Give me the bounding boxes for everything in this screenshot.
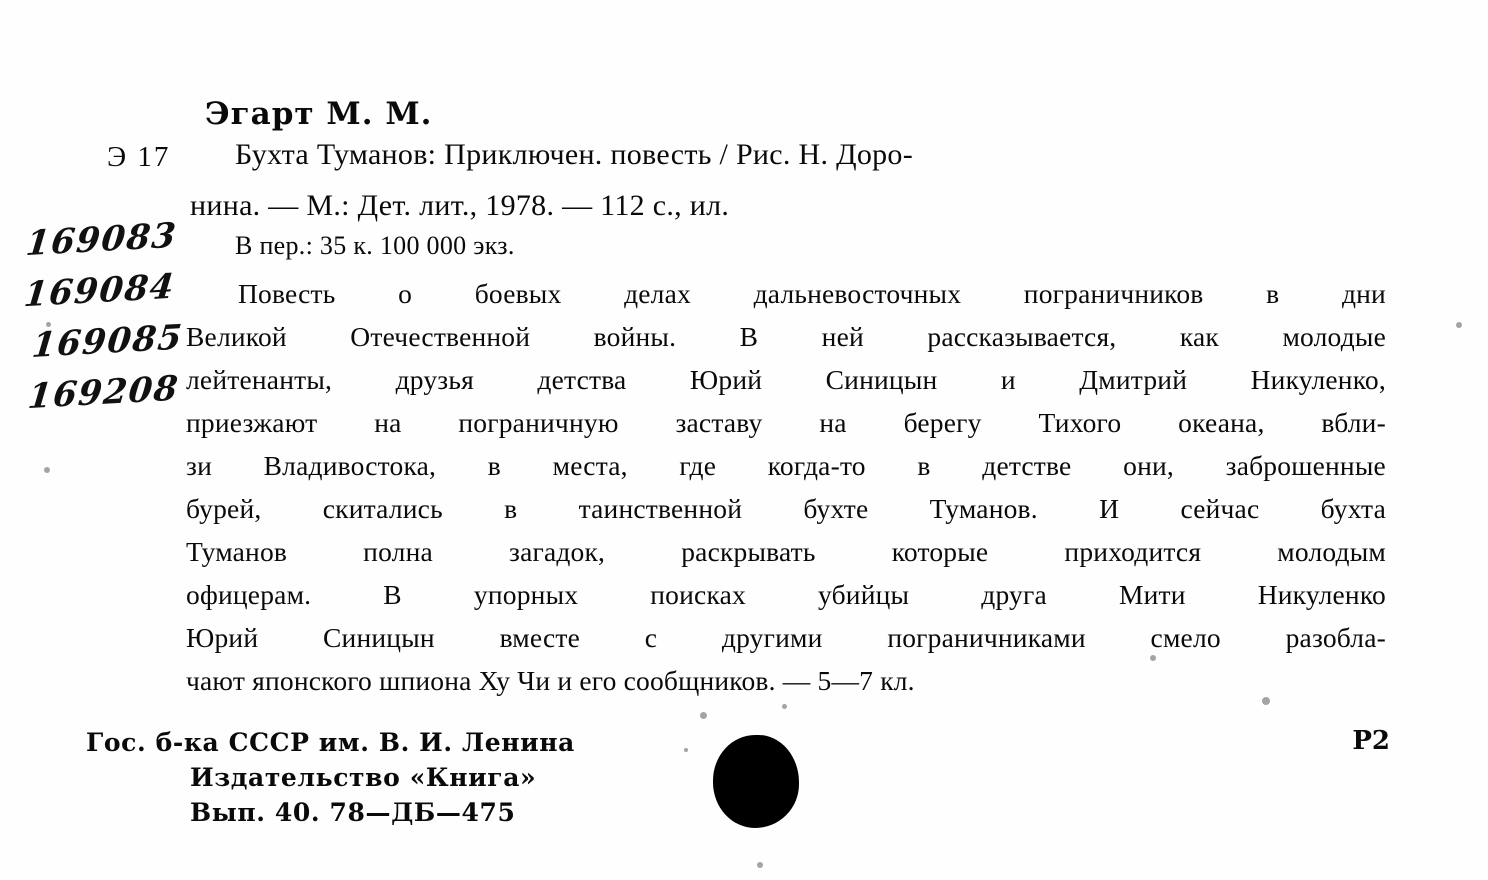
- footer-line-publisher: Издательство «Книга»: [190, 763, 537, 792]
- paper-speck: [700, 712, 707, 719]
- paper-speck: [44, 467, 50, 473]
- annotation-line: приезжают на пограничную заставу на берегу Тихого океана, вбли-: [186, 407, 1386, 438]
- title-line-1: Бухта Туманов: Приключен. повесть / Рис. Н. Доро-: [235, 138, 914, 171]
- paper-speck: [782, 704, 787, 709]
- author-heading: Эгарт М. М.: [205, 96, 433, 132]
- annotation-line: Юрий Синицын вместе с другими пограничниками смело разобла-: [186, 622, 1386, 653]
- paper-speck: [757, 862, 763, 868]
- inventory-number: 169083: [24, 215, 179, 265]
- annotation-line: бурей, скитались в таинственной бухте Туманов. И сейчас бухта: [186, 493, 1386, 524]
- inventory-number: 169208: [26, 368, 181, 418]
- shelfmark: Э 17: [107, 141, 171, 173]
- footer-line-issue: Вып. 40. 78—ДБ—475: [190, 798, 516, 827]
- inventory-numbers: [22, 215, 207, 426]
- footer-line-library: Гос. б-ка СССР им. В. И. Ленина: [86, 728, 575, 757]
- classification-mark: Р2: [1352, 726, 1390, 756]
- paper-speck: [1456, 322, 1462, 328]
- annotation-line: Повесть о боевых делах дальневосточных пограничников в дни: [238, 278, 1386, 309]
- annotation-line: зи Владивостока, в места, где когда-то в детстве они, заброшенные: [186, 450, 1386, 481]
- price-and-print-run: В пер.: 35 к. 100 000 экз.: [235, 231, 515, 260]
- footer-imprint: [86, 725, 575, 830]
- annotation-line: Великой Отечественной войны. В ней рассказывается, как молодые: [186, 321, 1386, 352]
- ink-blot: [713, 735, 799, 828]
- annotation-line: лейтенанты, друзья детства Юрий Синицын и Дмитрий Никуленко,: [186, 364, 1386, 395]
- annotation-paragraph: [186, 272, 1386, 702]
- annotation-line: офицерам. В упорных поисках убийцы друга Мити Никуленко: [186, 579, 1386, 610]
- inventory-number: 169084: [22, 266, 177, 316]
- title-line-2: нина. — М.: Дет. лит., 1978. — 112 с., ил.: [190, 189, 730, 222]
- annotation-line: Туманов полна загадок, раскрывать которые приходится молодым: [186, 536, 1386, 567]
- inventory-number: 169085: [30, 317, 185, 367]
- annotation-line: чают японского шпиона Ху Чи и его сообщников. — 5—7 кл.: [186, 665, 915, 696]
- paper-speck: [684, 748, 688, 752]
